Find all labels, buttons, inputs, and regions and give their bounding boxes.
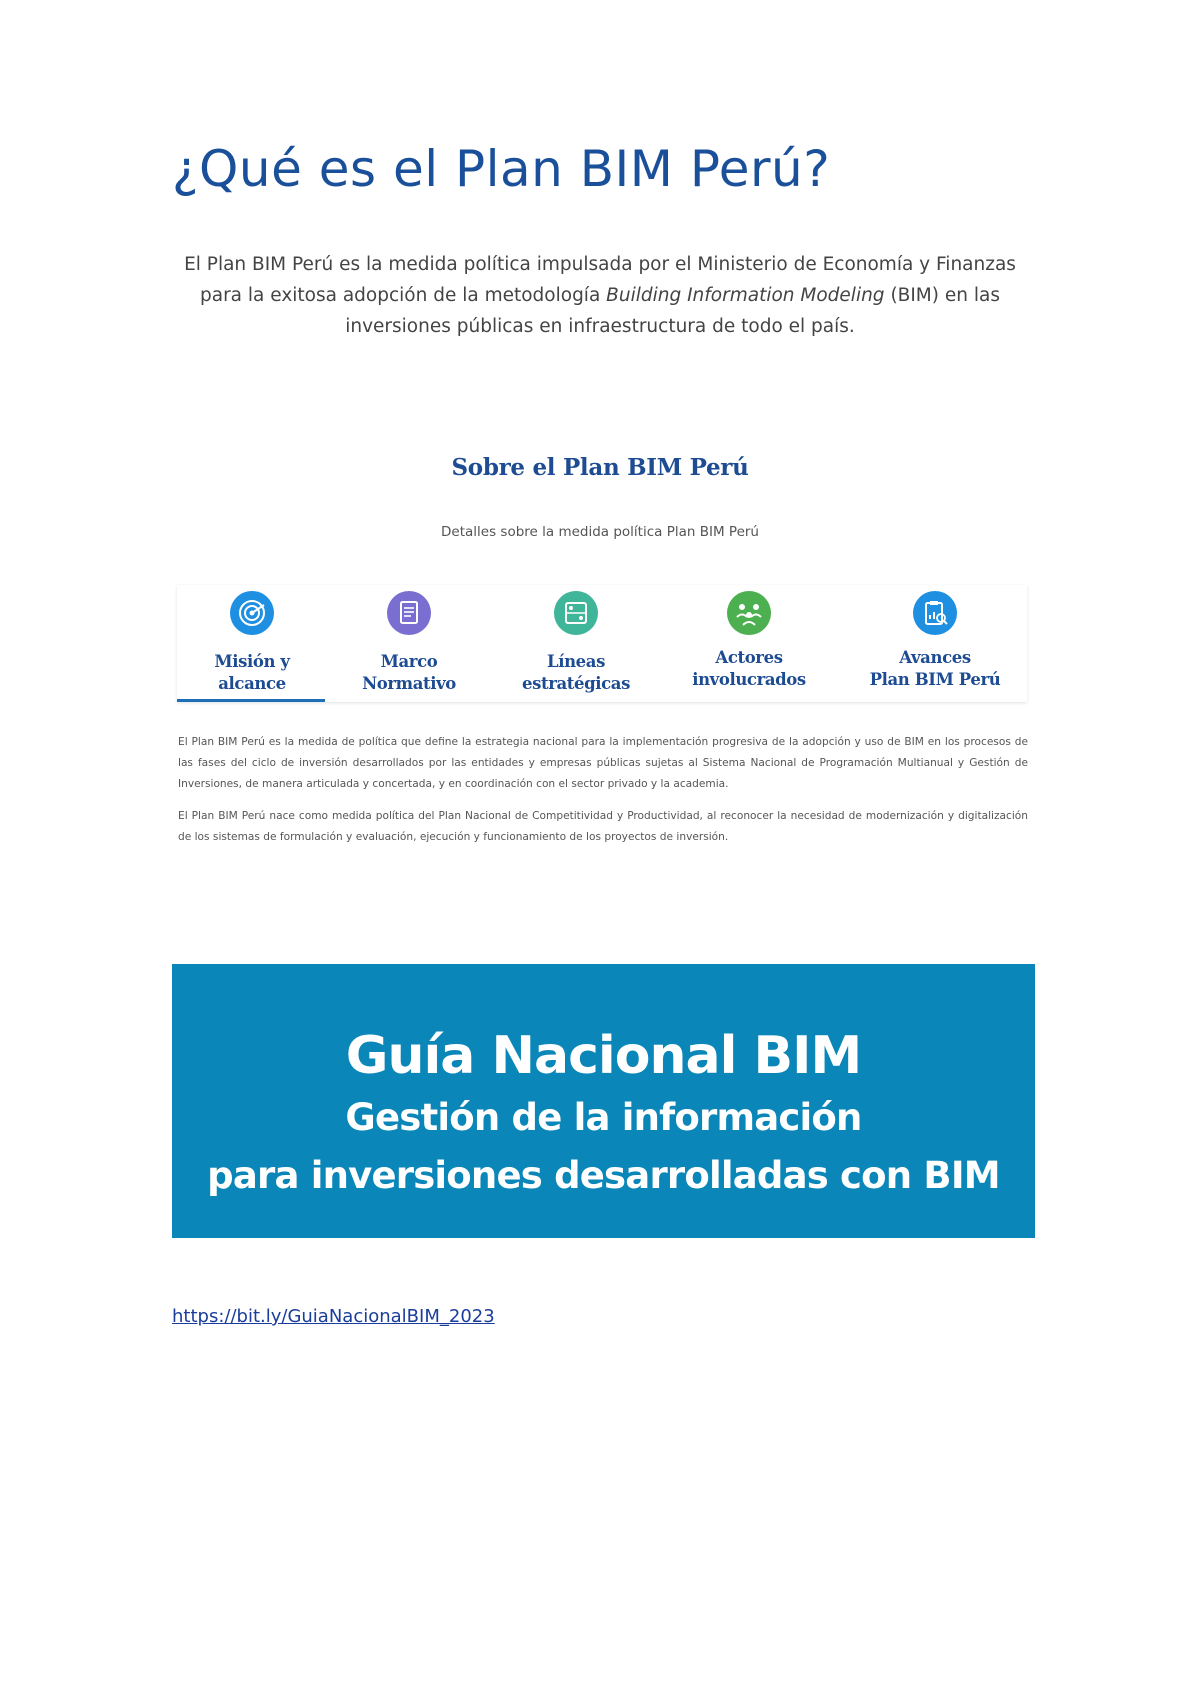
active-tab-indicator bbox=[177, 699, 325, 702]
description-paragraph-1: El Plan BIM Perú es la medida de política que define la estrategia nacional para la implementación progresiva de la adopción y uso de BIM en los procesos de las fases del ciclo de inversión desarrollados por las entidades y empresas públicas sujetas al Sistema Nacional de Programación Multianual y Gestión de Inversiones, de manera articulada y concertada, y en coordinación con el sector privado y la academia. bbox=[178, 736, 1028, 790]
strategy-icon bbox=[554, 591, 598, 635]
intro-line-2-italic: Building Information Modeling bbox=[606, 285, 885, 306]
intro-line-2-start: para la exitosa adopción de la metodología bbox=[200, 285, 607, 306]
section-subtitle: Detalles sobre la medida política Plan BIM Perú bbox=[441, 524, 759, 540]
intro-line-3: inversiones públicas en infraestructura de todo el país. bbox=[345, 316, 855, 337]
tab-mision-alcance[interactable] bbox=[177, 585, 327, 702]
tab-label: Marco Normativo bbox=[362, 652, 456, 693]
guia-nacional-link[interactable]: https://bit.ly/GuiaNacionalBIM_2023 bbox=[172, 1306, 495, 1327]
description-paragraph-2: El Plan BIM Perú nace como medida política del Plan Nacional de Competitividad y Productividad, al reconocer la necesidad de modernización y digitalización de los sistemas de formulación y evaluación, ejecución y funcionamiento de los proyectos de inversión. bbox=[178, 810, 1028, 843]
progress-chart-icon bbox=[913, 591, 957, 635]
tab-lineas-estrategicas[interactable] bbox=[501, 585, 651, 702]
guia-nacional-banner bbox=[172, 964, 1035, 1238]
tab-avances-plan-bim[interactable] bbox=[860, 585, 1010, 702]
tab-label: Misión y alcance bbox=[214, 652, 290, 693]
banner-title: Guía Nacional BIM bbox=[345, 1026, 862, 1086]
tab-marco-normativo[interactable] bbox=[334, 585, 484, 702]
banner-subtitle-line-2: para inversiones desarrolladas con BIM bbox=[207, 1154, 1000, 1197]
banner-subtitle-line-1: Gestión de la información bbox=[345, 1096, 862, 1139]
intro-line-2-end: (BIM) en las bbox=[884, 285, 1000, 306]
section-title: Sobre el Plan BIM Perú bbox=[451, 454, 749, 481]
tab-bar bbox=[177, 585, 1027, 702]
page-title: ¿Qué es el Plan BIM Perú? bbox=[172, 140, 831, 198]
tab-actores-involucrados[interactable] bbox=[674, 585, 824, 702]
document-icon bbox=[387, 591, 431, 635]
intro-line-1: El Plan BIM Perú es la medida política impulsada por el Ministerio de Economía y Finanzas bbox=[184, 254, 1016, 275]
target-icon bbox=[230, 591, 274, 635]
tab-label: Actores involucrados bbox=[692, 648, 806, 689]
tab-label: Líneas estratégicas bbox=[522, 652, 630, 693]
intro-paragraph bbox=[180, 249, 1020, 342]
team-icon bbox=[727, 591, 771, 635]
tab-label: Avances Plan BIM Perú bbox=[869, 648, 1001, 689]
